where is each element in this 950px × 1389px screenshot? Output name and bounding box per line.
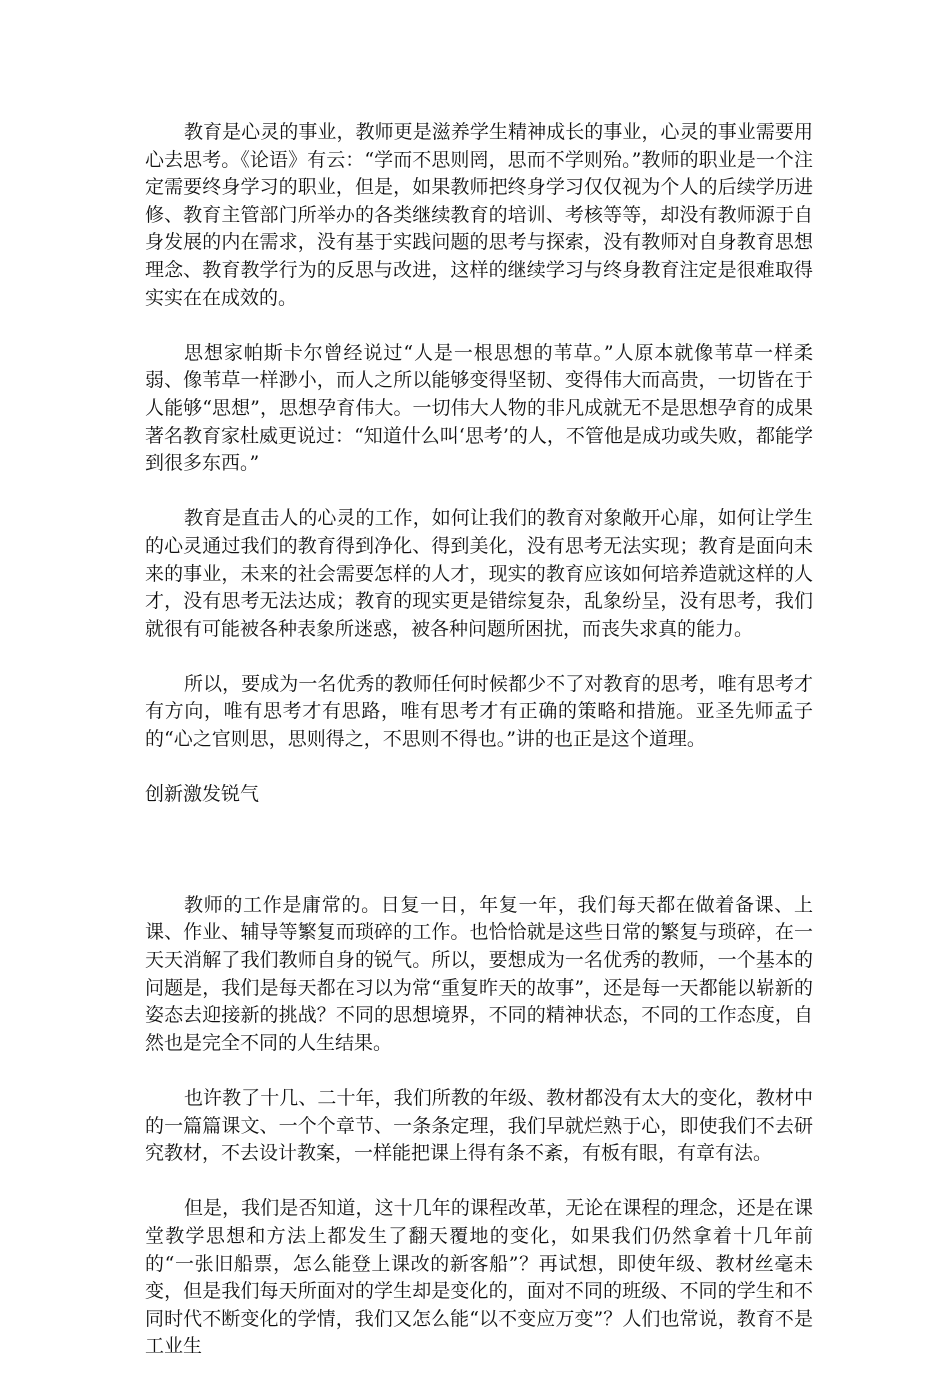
- paragraph-1: 教育是心灵的事业，教师更是滋养学生精神成长的事业，心灵的事业需要用心去思考。《论语》有云：“学而不思则罔，思而不学则殆。”教师的职业是一个注定需要终身学习的职业，但是，如果教师把终身学习仅仅视为个人的后续学历进修、教育主管部门所举办的各类继续教育的培训、考核等等，却没有教师源于自身发展的内在需求，没有基于实践问题的思考与探索，没有教师对自身教育思想理念、教育教学行为的反思与改进，这样的继续学习与终身教育注定是很难取得实实在在成效的。: [145, 121, 813, 309]
- paragraph-2: 思想家帕斯卡尔曾经说过“人是一根思想的苇草。”人原本就像苇草一样柔弱、像苇草一样渺小，而人之所以能够变得坚韧、变得伟大而高贵，一切皆在于人能够“思想”，思想孕育伟大。一切伟大人物的非凡成就无不是思想孕育的成果著名教育家杜威更说过：“知道什么叫‘思考’的人，不管他是成功或失败，都能学到很多东西。”: [145, 341, 813, 475]
- section-heading: 创新激发锐气: [145, 783, 260, 806]
- document-page: [145, 119, 813, 1389]
- paragraph-5: 教师的工作是庸常的。日复一日，年复一年，我们每天都在做着备课、上课、作业、辅导等繁复而琐碎的工作。也恰恰就是这些日常的繁复与琐碎，在一天天消解了我们教师自身的锐气。所以，要想成为一名优秀的教师，一个基本的问题是，我们是每天都在习以为常“重复昨天的故事”，还是每一天都能以崭新的姿态去迎接新的挑战？不同的思想境界，不同的精神状态，不同的工作态度，自然也是完全不同的人生结果。: [145, 893, 813, 1054]
- section-spacer: [145, 809, 813, 892]
- paragraph-3: 教育是直击人的心灵的工作，如何让我们的教育对象敞开心扉，如何让学生的心灵通过我们的教育得到净化、得到美化，没有思考无法实现；教育是面向未来的事业，未来的社会需要怎样的人才，现实的教育应该如何培养造就这样的人才，没有思考无法达成；教育的现实更是错综复杂，乱象纷呈，没有思考，我们就很有可能被各种表象所迷惑，被各种问题所困扰，而丧失求真的能力。: [145, 507, 813, 640]
- paragraph-4: 所以，要成为一名优秀的教师任何时候都少不了对教育的思考，唯有思考才有方向，唯有思考才有思路，唯有思考才有正确的策略和措施。亚圣先师孟子的“心之官则思，思则得之，不思则不得也。”讲的也正是这个道理。: [145, 672, 813, 751]
- paragraph-6: 也许教了十几、二十年，我们所教的年级、教材都没有太大的变化，教材中的一篇篇课文、一个个章节、一条条定理，我们早就烂熟于心，即使我们不去研究教材，不去设计教案，一样能把课上得有条不紊，有板有眼，有章有法。: [145, 1087, 813, 1165]
- paragraph-7: 但是，我们是否知道，这十几年的课程改革，无论在课程的理念，还是在课堂教学思想和方法上都发生了翻天覆地的变化，如果我们仍然拿着十几年前的“一张旧船票，怎么能登上课改的新客船”？再试想，即使年级、教材丝毫未变，但是我们每天所面对的学生却是变化的，面对不同的班级、不同的学生和不同时代不断变化的学情，我们又怎么能“以不变应万变”？人们也常说，教育不是工业生: [145, 1197, 813, 1358]
